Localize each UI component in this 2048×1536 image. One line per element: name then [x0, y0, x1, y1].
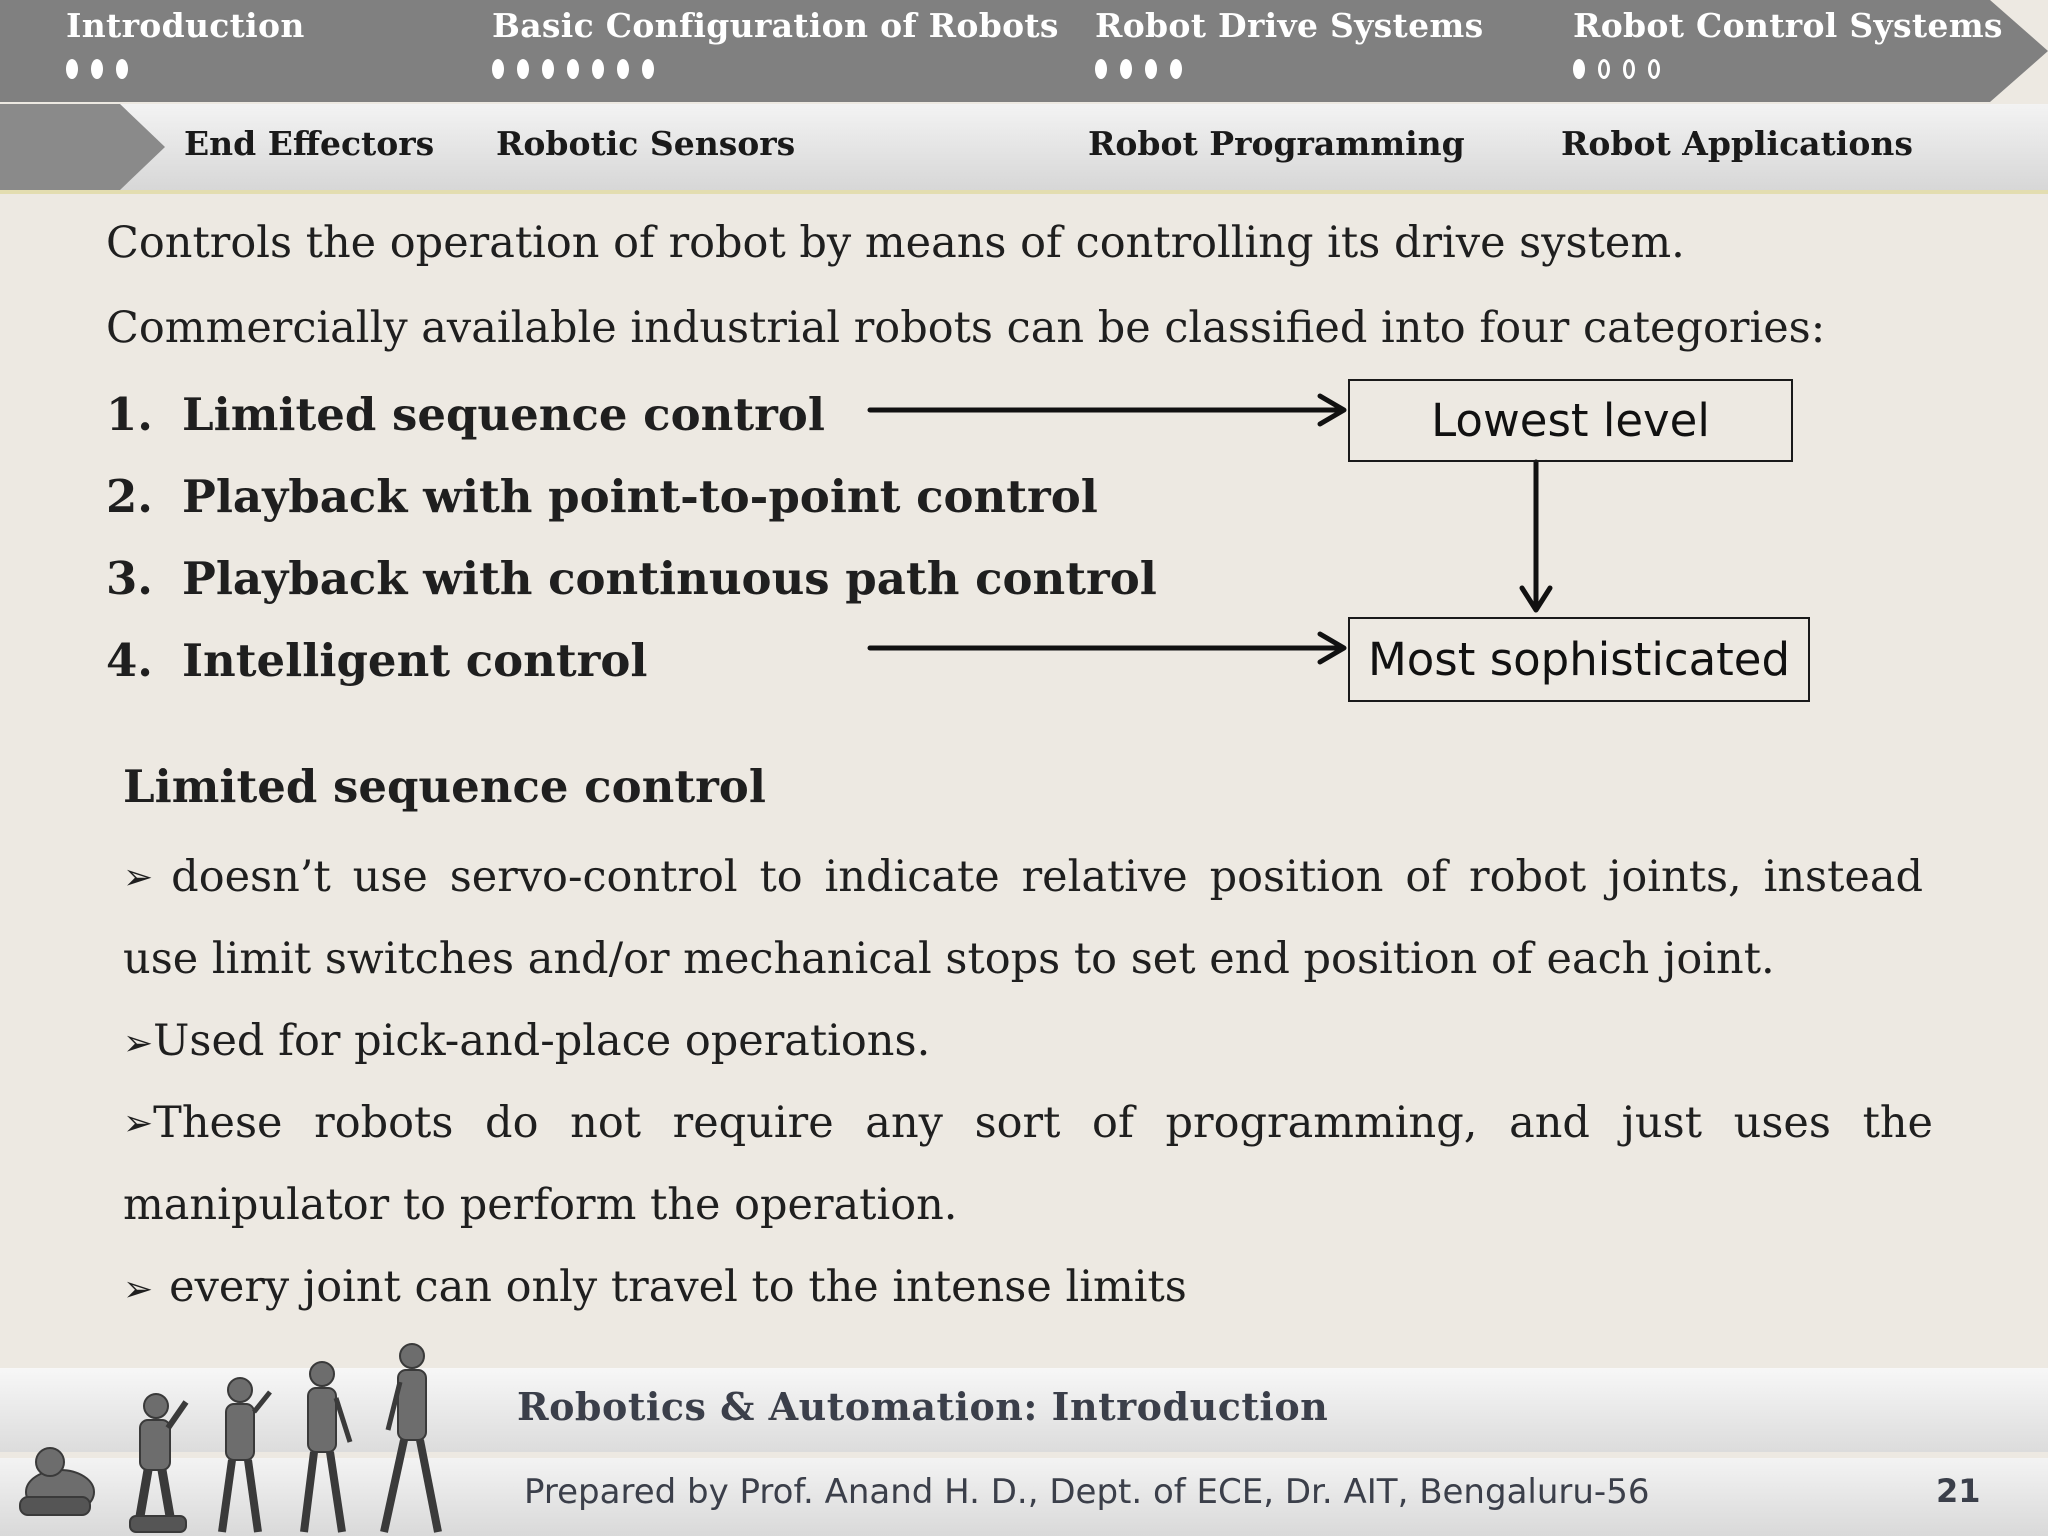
nav-section-label[interactable]: Introduction [66, 6, 305, 45]
bullet-3-line-2: manipulator to perform the operation. [123, 1180, 958, 1230]
lowest-level-box: Lowest level [1348, 379, 1793, 462]
bullet-text: doesn’t use servo-control to indicate relative position of robot joints, instead [171, 852, 1923, 902]
category-label: Limited sequence control [182, 388, 825, 441]
walking-robots-illustration [0, 1332, 470, 1536]
slide-footer [0, 1362, 2048, 1536]
bullet-3-line-1 [123, 1098, 1934, 1150]
category-label: Playback with continuous path control [182, 552, 1157, 605]
category-label: Playback with point-to-point control [182, 470, 1098, 523]
section-heading: Limited sequence control [123, 760, 766, 813]
nav-section-label[interactable]: Robot Drive Systems [1095, 6, 1484, 45]
nav-link-robotic-sensors[interactable]: Robotic Sensors [496, 124, 796, 163]
category-label: Intelligent control [182, 634, 648, 687]
bullet-marker: ➢ [123, 1269, 154, 1310]
bullet-4 [123, 1262, 1187, 1312]
bullet-text: These robots do not require any sort of programming, and just uses the [153, 1098, 1934, 1148]
category-number: 1. [106, 388, 153, 441]
footer-title: Robotics & Automation: Introduction [517, 1384, 1329, 1429]
nav-section-label[interactable]: Robot Control Systems [1573, 6, 2003, 45]
page-number: 21 [1936, 1472, 1981, 1510]
nav-link-robot-programming[interactable]: Robot Programming [1088, 124, 1465, 163]
bullet-marker: ➢ [123, 857, 154, 898]
intro-text-1: Controls the operation of robot by means of controlling its drive system. [106, 218, 1685, 268]
category-number: 3. [106, 552, 153, 605]
bullet-marker: ➢ [123, 1103, 154, 1144]
bullet-text: every joint can only travel to the intense limits [169, 1262, 1187, 1312]
bullet-text: Used for pick-and-place operations. [153, 1016, 931, 1066]
nav-link-end-effectors[interactable]: End Effectors [184, 124, 435, 163]
nav-link-robot-applications[interactable]: Robot Applications [1561, 124, 1913, 163]
category-number: 2. [106, 470, 153, 523]
bullet-marker: ➢ [123, 1023, 154, 1064]
most-sophisticated-box: Most sophisticated [1348, 617, 1810, 702]
intro-text-2: Commercially available industrial robots can be classified into four categories: [106, 303, 1826, 353]
category-number: 4. [106, 634, 153, 687]
bullet-1-line-2: use limit switches and/or mechanical stops to set end position of each joint. [123, 934, 1775, 984]
nav-section-label[interactable]: Basic Configuration of Robots [492, 6, 1059, 45]
bullet-2 [123, 1016, 930, 1066]
control-level-arrows [0, 0, 2048, 720]
bullet-1-line-1 [123, 852, 1923, 904]
footer-credit: Prepared by Prof. Anand H. D., Dept. of ECE, Dr. AIT, Bengaluru-56 [524, 1472, 1650, 1512]
